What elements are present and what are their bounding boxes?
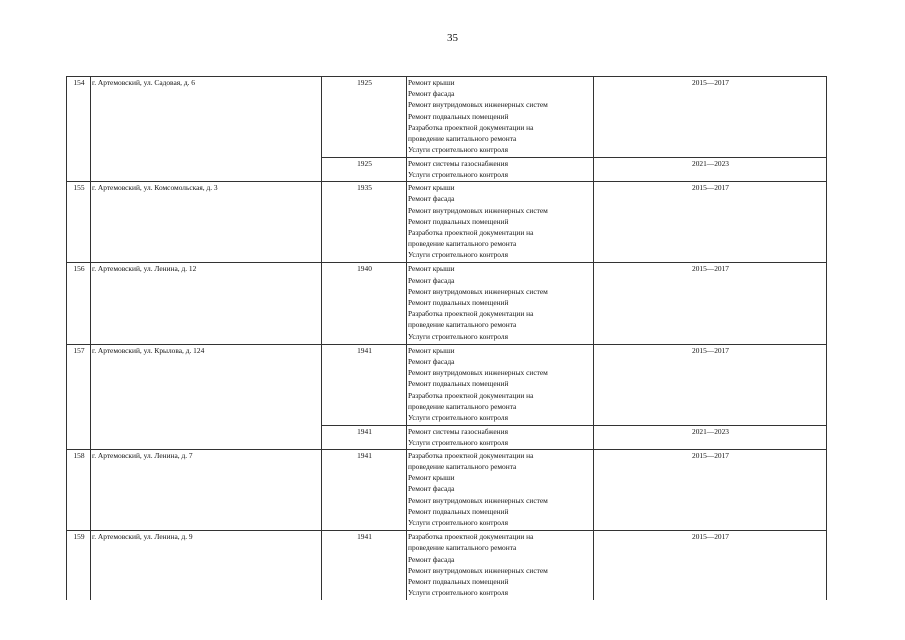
work-item: Ремонт крыши: [408, 264, 455, 274]
work-item: Разработка проектной документации на: [408, 228, 534, 237]
work-item: проведение капитального ремонта: [408, 134, 517, 144]
work-item: Ремонт подвальных помещений: [408, 506, 509, 516]
address-cell: г. Артемовский, ул. Ленина, д. 9: [91, 531, 322, 600]
work-item: Ремонт фасада: [408, 554, 455, 564]
year-built-cell: 1925: [322, 77, 407, 158]
works-list-cell: [407, 182, 594, 263]
work-item: Ремонт подвальных помещений: [408, 576, 509, 586]
table-row: [67, 77, 827, 158]
table-row: [67, 263, 827, 344]
address-cell: г. Артемовский, ул. Ленина, д. 12: [91, 263, 322, 344]
work-item: Услуги строительного контроля: [408, 588, 508, 598]
work-item: Ремонт подвальных помещений: [408, 111, 509, 121]
work-item: Услуги строительного контроля: [408, 250, 508, 260]
repair-schedule-table: [66, 76, 827, 600]
work-item: Ремонт фасада: [408, 194, 455, 204]
work-item: Ремонт внутридомовых инженерных систем: [408, 565, 548, 575]
house-number-cell: 158: [67, 449, 91, 530]
work-item: Разработка проектной документации на: [408, 122, 534, 132]
work-item: Услуги строительного контроля: [408, 438, 508, 448]
period-cell: 2021—2023: [594, 158, 827, 182]
house-number-cell: 154: [67, 77, 91, 182]
work-item: Ремонт внутридомовых инженерных систем: [408, 495, 548, 505]
period-cell: 2015—2017: [594, 77, 827, 158]
period-cell: 2021—2023: [594, 425, 827, 449]
work-item: Ремонт внутридомовых инженерных систем: [408, 100, 548, 110]
work-item: Разработка проектной документации на: [408, 309, 534, 319]
work-item: Ремонт внутридомовых инженерных систем: [408, 368, 548, 378]
table-body: [67, 77, 827, 601]
address-cell: г. Артемовский, ул. Садовая, д. 6: [91, 77, 322, 182]
address-cell: г. Артемовский, ул. Крылова, д. 124: [91, 344, 322, 449]
work-item: Ремонт фасада: [408, 275, 455, 285]
period-cell: 2015—2017: [594, 344, 827, 425]
work-item: Ремонт крыши: [408, 78, 455, 87]
year-built-cell: 1941: [322, 531, 407, 600]
works-list-cell: [407, 449, 594, 530]
work-item: Услуги строительного контроля: [408, 331, 508, 341]
year-built-cell: 1941: [322, 449, 407, 530]
works-list-cell: [407, 425, 594, 449]
address-cell: г. Артемовский, ул. Ленина, д. 7: [91, 449, 322, 530]
house-number-cell: 156: [67, 263, 91, 344]
work-item: Ремонт фасада: [408, 484, 455, 494]
address-cell: г. Артемовский, ул. Комсомольская, д. 3: [91, 182, 322, 263]
work-item: Ремонт фасада: [408, 356, 455, 366]
work-item: Ремонт внутридомовых инженерных систем: [408, 205, 548, 215]
page-number: 35: [447, 32, 458, 44]
work-item: Ремонт системы газоснабжения: [408, 426, 508, 436]
year-built-cell: 1941: [322, 425, 407, 449]
work-item: проведение капитального ремонта: [408, 320, 517, 330]
house-number-cell: 159: [67, 531, 91, 600]
table-row: [67, 344, 827, 425]
work-item: проведение капитального ремонта: [408, 239, 517, 249]
table-row: [67, 182, 827, 263]
year-built-cell: 1925: [322, 158, 407, 182]
work-item: проведение капитального ремонта: [408, 462, 517, 472]
work-item: Ремонт системы газоснабжения: [408, 159, 508, 169]
work-item: Ремонт внутридомовых инженерных систем: [408, 286, 548, 296]
works-list-cell: [407, 344, 594, 425]
work-item: Ремонт подвальных помещений: [408, 298, 509, 308]
work-item: Услуги строительного контроля: [408, 518, 508, 528]
works-list-cell: [407, 263, 594, 344]
work-item: Ремонт крыши: [408, 473, 455, 483]
table-row: [67, 531, 827, 600]
work-item: Ремонт фасада: [408, 89, 455, 99]
work-item: Услуги строительного контроля: [408, 170, 508, 180]
work-item: Ремонт крыши: [408, 183, 455, 193]
period-cell: 2015—2017: [594, 182, 827, 263]
work-item: проведение капитального ремонта: [408, 401, 517, 411]
work-item: Разработка проектной документации на: [408, 532, 534, 542]
work-item: проведение капитального ремонта: [408, 543, 517, 553]
works-list-cell: [407, 77, 594, 158]
works-list-cell: [407, 531, 594, 600]
work-item: Ремонт крыши: [408, 345, 455, 355]
works-list-cell: [407, 158, 594, 182]
year-built-cell: 1940: [322, 263, 407, 344]
work-item: Разработка проектной документации на: [408, 390, 534, 400]
period-cell: 2015—2017: [594, 263, 827, 344]
period-cell: 2015—2017: [594, 449, 827, 530]
house-number-cell: 157: [67, 344, 91, 449]
work-item: Разработка проектной документации на: [408, 450, 534, 460]
work-item: Ремонт подвальных помещений: [408, 379, 509, 389]
period-cell: 2015—2017: [594, 531, 827, 600]
year-built-cell: 1935: [322, 182, 407, 263]
work-item: Услуги строительного контроля: [408, 412, 508, 422]
work-item: Услуги строительного контроля: [408, 145, 508, 155]
table-row: [67, 449, 827, 530]
year-built-cell: 1941: [322, 344, 407, 425]
house-number-cell: 155: [67, 182, 91, 263]
work-item: Ремонт подвальных помещений: [408, 216, 509, 226]
